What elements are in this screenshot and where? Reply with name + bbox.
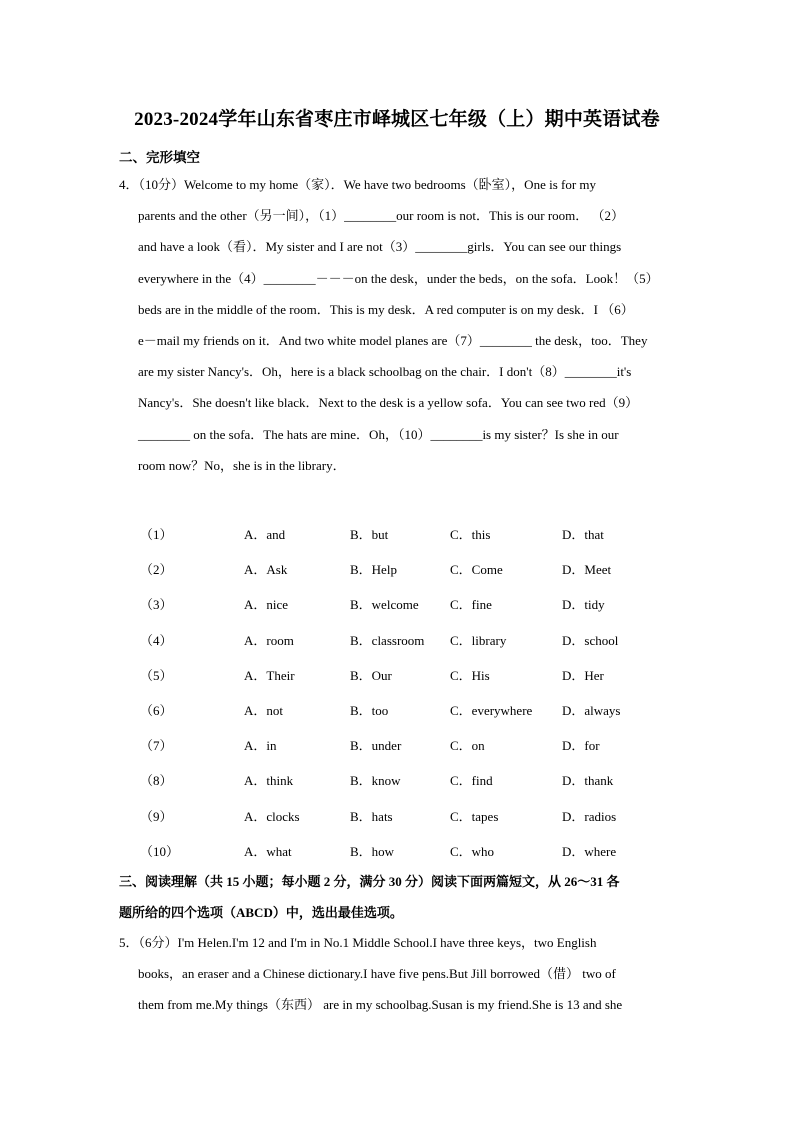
passage-line: everywhere in the（4）________－－－on the desk，under the beds，on the sofa．Look！（5）	[138, 270, 659, 286]
section-cloze-heading: 二、完形填空	[119, 150, 200, 165]
option-b: B．under	[350, 738, 402, 754]
option-b: B．know	[350, 773, 401, 789]
option-d: D．always	[562, 703, 621, 719]
options-row	[140, 551, 680, 586]
passage-line: are my sister Nancy's．Oh，here is a black schoolbag on the chair．I don't（8）________it's	[138, 364, 632, 380]
option-c: C．library	[450, 632, 507, 648]
options-row	[140, 692, 680, 727]
options-row	[140, 798, 680, 833]
question-4-passage	[119, 169, 675, 481]
passage-line: books，an eraser and a Chinese dictionary.I have five pens.But Jill borrowed（借） two of	[138, 966, 616, 982]
exam-title: 2023-2024学年山东省枣庄市峄城区七年级（上）期中英语试卷	[134, 109, 660, 130]
option-number: （8）	[140, 773, 173, 789]
section-heading-line: 题所给的四个选项（ABCD）中，选出最佳选项。	[119, 905, 403, 920]
option-b: B．but	[350, 527, 389, 543]
option-b: B．classroom	[350, 632, 425, 648]
option-number: （7）	[140, 738, 173, 754]
options-row	[140, 762, 680, 797]
option-number: （4）	[140, 632, 173, 648]
passage-line: 4．（10分）Welcome to my home（家）．We have two bedrooms（卧室），One is for my	[119, 177, 597, 192]
passage-line: room now？No，she is in the library．	[138, 457, 346, 473]
passage-line: ________ on the sofa．The hats are mine．Oh，（10）________is my sister？Is she in our	[138, 426, 619, 442]
option-number: （3）	[140, 597, 173, 613]
option-a: A．Ask	[244, 562, 288, 578]
question-5-passage	[119, 927, 675, 1021]
option-a: A．think	[244, 773, 294, 789]
section-reading-heading	[119, 866, 679, 928]
options-row	[140, 586, 680, 621]
section-heading-line: 三、阅读理解（共 15 小题；每小题 2 分，满分 30 分）阅读下面两篇短文，从 26～31 各	[119, 874, 620, 889]
option-a: A．Their	[244, 667, 295, 683]
option-a: A．not	[244, 703, 284, 719]
option-c: C．on	[450, 738, 485, 754]
option-d: D．Her	[562, 667, 604, 683]
options-row	[140, 833, 680, 868]
options-row	[140, 727, 680, 762]
option-number: （1）	[140, 527, 173, 543]
option-a: A．nice	[244, 597, 289, 613]
passage-line: beds are in the middle of the room．This is my desk．A red computer is on my desk．I （6）	[138, 301, 634, 317]
option-a: A．in	[244, 738, 277, 754]
option-c: C．everywhere	[450, 703, 533, 719]
passage-line: parents and the other（另一间），（1）________our room is not．This is our room． （2）	[138, 208, 625, 224]
option-number: （2）	[140, 562, 173, 578]
options-row	[140, 622, 680, 657]
option-c: C．His	[450, 667, 490, 683]
option-c: C．find	[450, 773, 493, 789]
option-d: D．thank	[562, 773, 614, 789]
option-number: （9）	[140, 808, 173, 824]
option-b: B．Our	[350, 667, 392, 683]
option-d: D．Meet	[562, 562, 612, 578]
option-b: B．Help	[350, 562, 397, 578]
option-a: A．clocks	[244, 808, 300, 824]
option-d: D．where	[562, 843, 617, 859]
passage-line: them from me.My things（东西） are in my schoolbag.Susan is my friend.She is 13 and she	[138, 997, 623, 1013]
passage-line: Nancy's．She doesn't like black．Next to the desk is a yellow sofa．You can see two red（9）	[138, 395, 639, 411]
option-b: B．how	[350, 843, 395, 859]
passage-line: 5．（6分）I'm Helen.I'm 12 and I'm in No.1 Middle School.I have three keys，two English	[119, 935, 597, 950]
option-d: D．that	[562, 527, 604, 543]
option-d: D．tidy	[562, 597, 605, 613]
option-c: C．Come	[450, 562, 503, 578]
option-d: D．school	[562, 632, 619, 648]
option-a: A．room	[244, 632, 294, 648]
option-b: B．welcome	[350, 597, 419, 613]
passage-line: and have a look（看）．My sister and I are not（3）________girls．You can see our things	[138, 239, 622, 255]
option-a: A．and	[244, 527, 286, 543]
option-number: （5）	[140, 667, 173, 683]
option-c: C．who	[450, 843, 495, 859]
option-c: C．this	[450, 527, 491, 543]
passage-line: e－mail my friends on it．And two white model planes are（7）________ the desk，too．They	[138, 333, 648, 349]
options-row	[140, 657, 680, 692]
option-a: A．what	[244, 843, 292, 859]
option-number: （6）	[140, 703, 173, 719]
option-d: D．radios	[562, 808, 617, 824]
option-d: D．for	[562, 738, 600, 754]
option-b: B．too	[350, 703, 389, 719]
option-c: C．tapes	[450, 808, 499, 824]
option-b: B．hats	[350, 808, 393, 824]
option-number: （10）	[140, 843, 180, 859]
cloze-options-table	[140, 516, 680, 868]
options-row	[140, 516, 680, 551]
option-c: C．fine	[450, 597, 492, 613]
